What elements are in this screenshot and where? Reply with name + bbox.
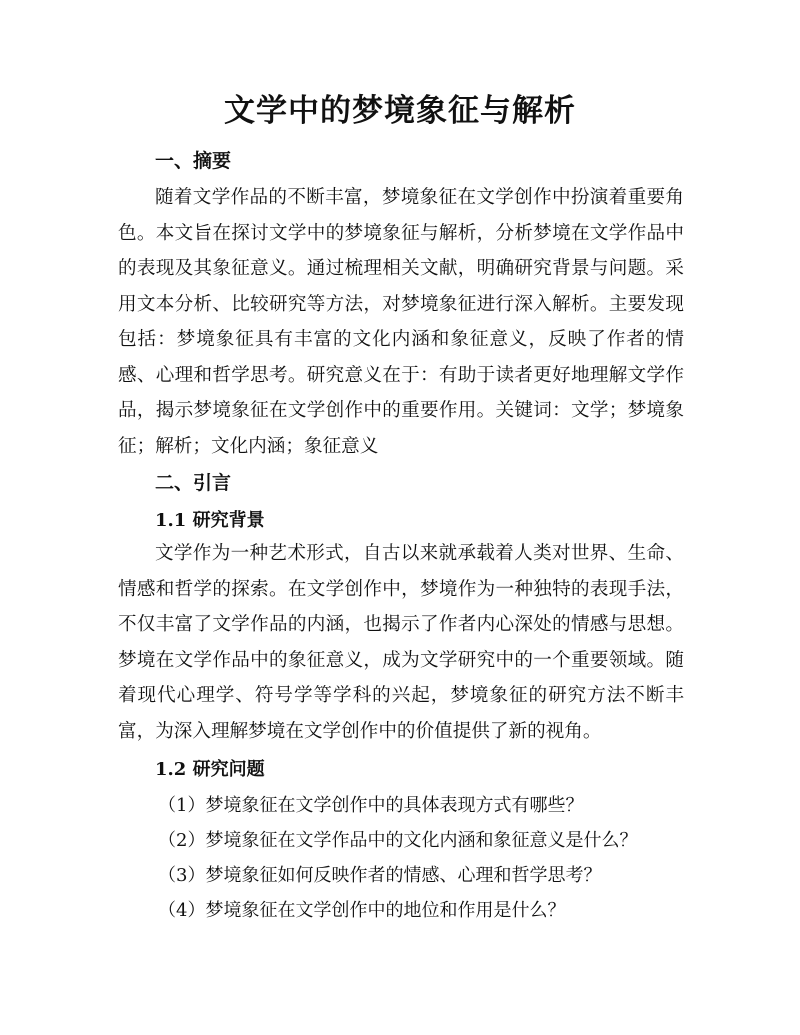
research-background-paragraph: 文学作为一种艺术形式，自古以来就承载着人类对世界、生命、情感和哲学的探索。在文学创作中，梦境作为一种独特的表现手法，不仅丰富了文学作品的内涵，也揭示了作者内心深处的情感与思想。梦境在文学作品中的象征意义，成为文学研究中的一个重要领域。随着现代心理学、符号学等学科的兴起，梦境象征的研究方法不断丰富，为深入理解梦境在文学创作中的价值提供了新的视角。 [118,543,684,742]
research-questions-heading: 1.2 研究问题 [155,759,265,780]
abstract-heading: 一、摘要 [155,150,232,172]
research-question-item: （4）梦境象征在文学创作中的地位和作用是什么？ [158,900,566,921]
introduction-heading: 二、引言 [155,472,232,494]
document-title: 文学中的梦境象征与解析 [224,93,576,129]
abstract-paragraph: 随着文学作品的不断丰富，梦境象征在文学创作中扮演着重要角色。本文旨在探讨文学中的梦境象征与解析，分析梦境在文学作品中的表现及其象征意义。通过梳理相关文献，明确研究背景与问题。采用文本分析、比较研究等方法，对梦境象征进行深入解析。主要发现包括：梦境象征具有丰富的文化内涵和象征意义，反映了作者的情感、心理和哲学思考。研究意义在于：有助于读者更好地理解文学作品，揭示梦境象征在文学创作中的重要作用。关键词：文学；梦境象征；解析；文化内涵；象征意义 [118,187,684,457]
research-question-item: （3）梦境象征如何反映作者的情感、心理和哲学思考？ [158,865,602,886]
research-question-item: （1）梦境象征在文学创作中的具体表现方式有哪些？ [158,795,584,816]
research-question-item: （2）梦境象征在文学作品中的文化内涵和象征意义是什么？ [158,830,638,851]
research-background-heading: 1.1 研究背景 [155,510,265,531]
